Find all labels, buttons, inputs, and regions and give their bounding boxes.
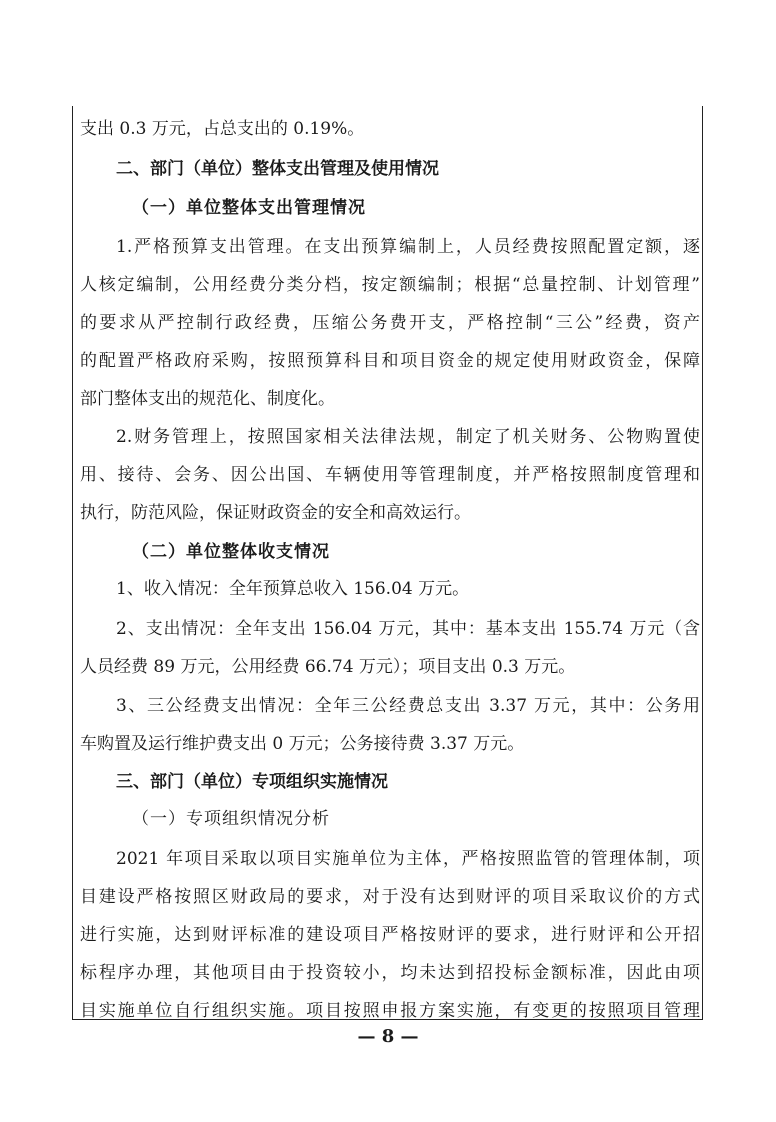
page-number: — 8 — (357, 1026, 419, 1047)
subsection-heading: （一）专项组织情况分析 (132, 809, 330, 829)
text-line: 3、三公经费支出情况：全年三公经费总支出 3.37 万元，其中：公务用 (116, 696, 700, 716)
text-line: 人员经费 89 万元，公用经费 66.74 万元）；项目支出 0.3 万元。 (80, 657, 576, 677)
text-line: 1.严格预算支出管理。在支出预算编制上，人员经费按照配置定额，逐 (116, 237, 700, 257)
text-line: 目实施单位自行组织实施。项目按照申报方案实施，有变更的按照项目管理 (80, 1001, 700, 1021)
text-line: 人核定编制，公用经费分类分档，按定额编制；根据“总量控制、计划管理” (80, 275, 700, 295)
text-line: 目建设严格按照区财政局的要求，对于没有达到财评的项目采取议价的方式 (80, 887, 700, 907)
text-line: 2.财务管理上，按照国家相关法律法规，制定了机关财务、公物购置使 (116, 427, 700, 447)
subsection-heading: （二）单位整体收支情况 (132, 542, 330, 562)
text-line: 的要求从严控制行政经费，压缩公务费开支，严格控制“三公”经费，资产 (80, 313, 700, 333)
text-line: 执行，防范风险，保证财政资金的安全和高效运行。 (80, 503, 471, 523)
text-line: 进行实施，达到财评标准的建设项目严格按财评的要求，进行财评和公开招 (80, 925, 700, 945)
text-line: 车购置及运行维护费支出 0 万元；公务接待费 3.37 万元。 (80, 734, 525, 754)
section-heading: 三、部门（单位）专项组织实施情况 (116, 772, 388, 792)
subsection-heading: （一）单位整体支出管理情况 (132, 198, 366, 218)
text-line: 2、支出情况：全年支出 156.04 万元，其中：基本支出 155.74 万元（含 (116, 619, 700, 639)
text-line: 1、收入情况：全年预算总收入 156.04 万元。 (116, 579, 470, 599)
text-line: 部门整体支出的规范化、制度化。 (80, 389, 335, 409)
text-line: 用、接待、会务、因公出国、车辆使用等管理制度，并严格按照制度管理和 (80, 465, 700, 485)
text-line: 的配置严格政府采购，按照预算科目和项目资金的规定使用财政资金，保障 (80, 351, 700, 371)
text-line: 2021 年项目采取以项目实施单位为主体，严格按照监管的管理体制，项 (116, 849, 700, 869)
text-line: 支出 0.3 万元，占总支出的 0.19%。 (80, 119, 365, 139)
text-line: 标程序办理，其他项目由于投资较小，均未达到招投标金额标准，因此由项 (80, 963, 700, 983)
section-heading: 二、部门（单位）整体支出管理及使用情况 (116, 159, 439, 179)
